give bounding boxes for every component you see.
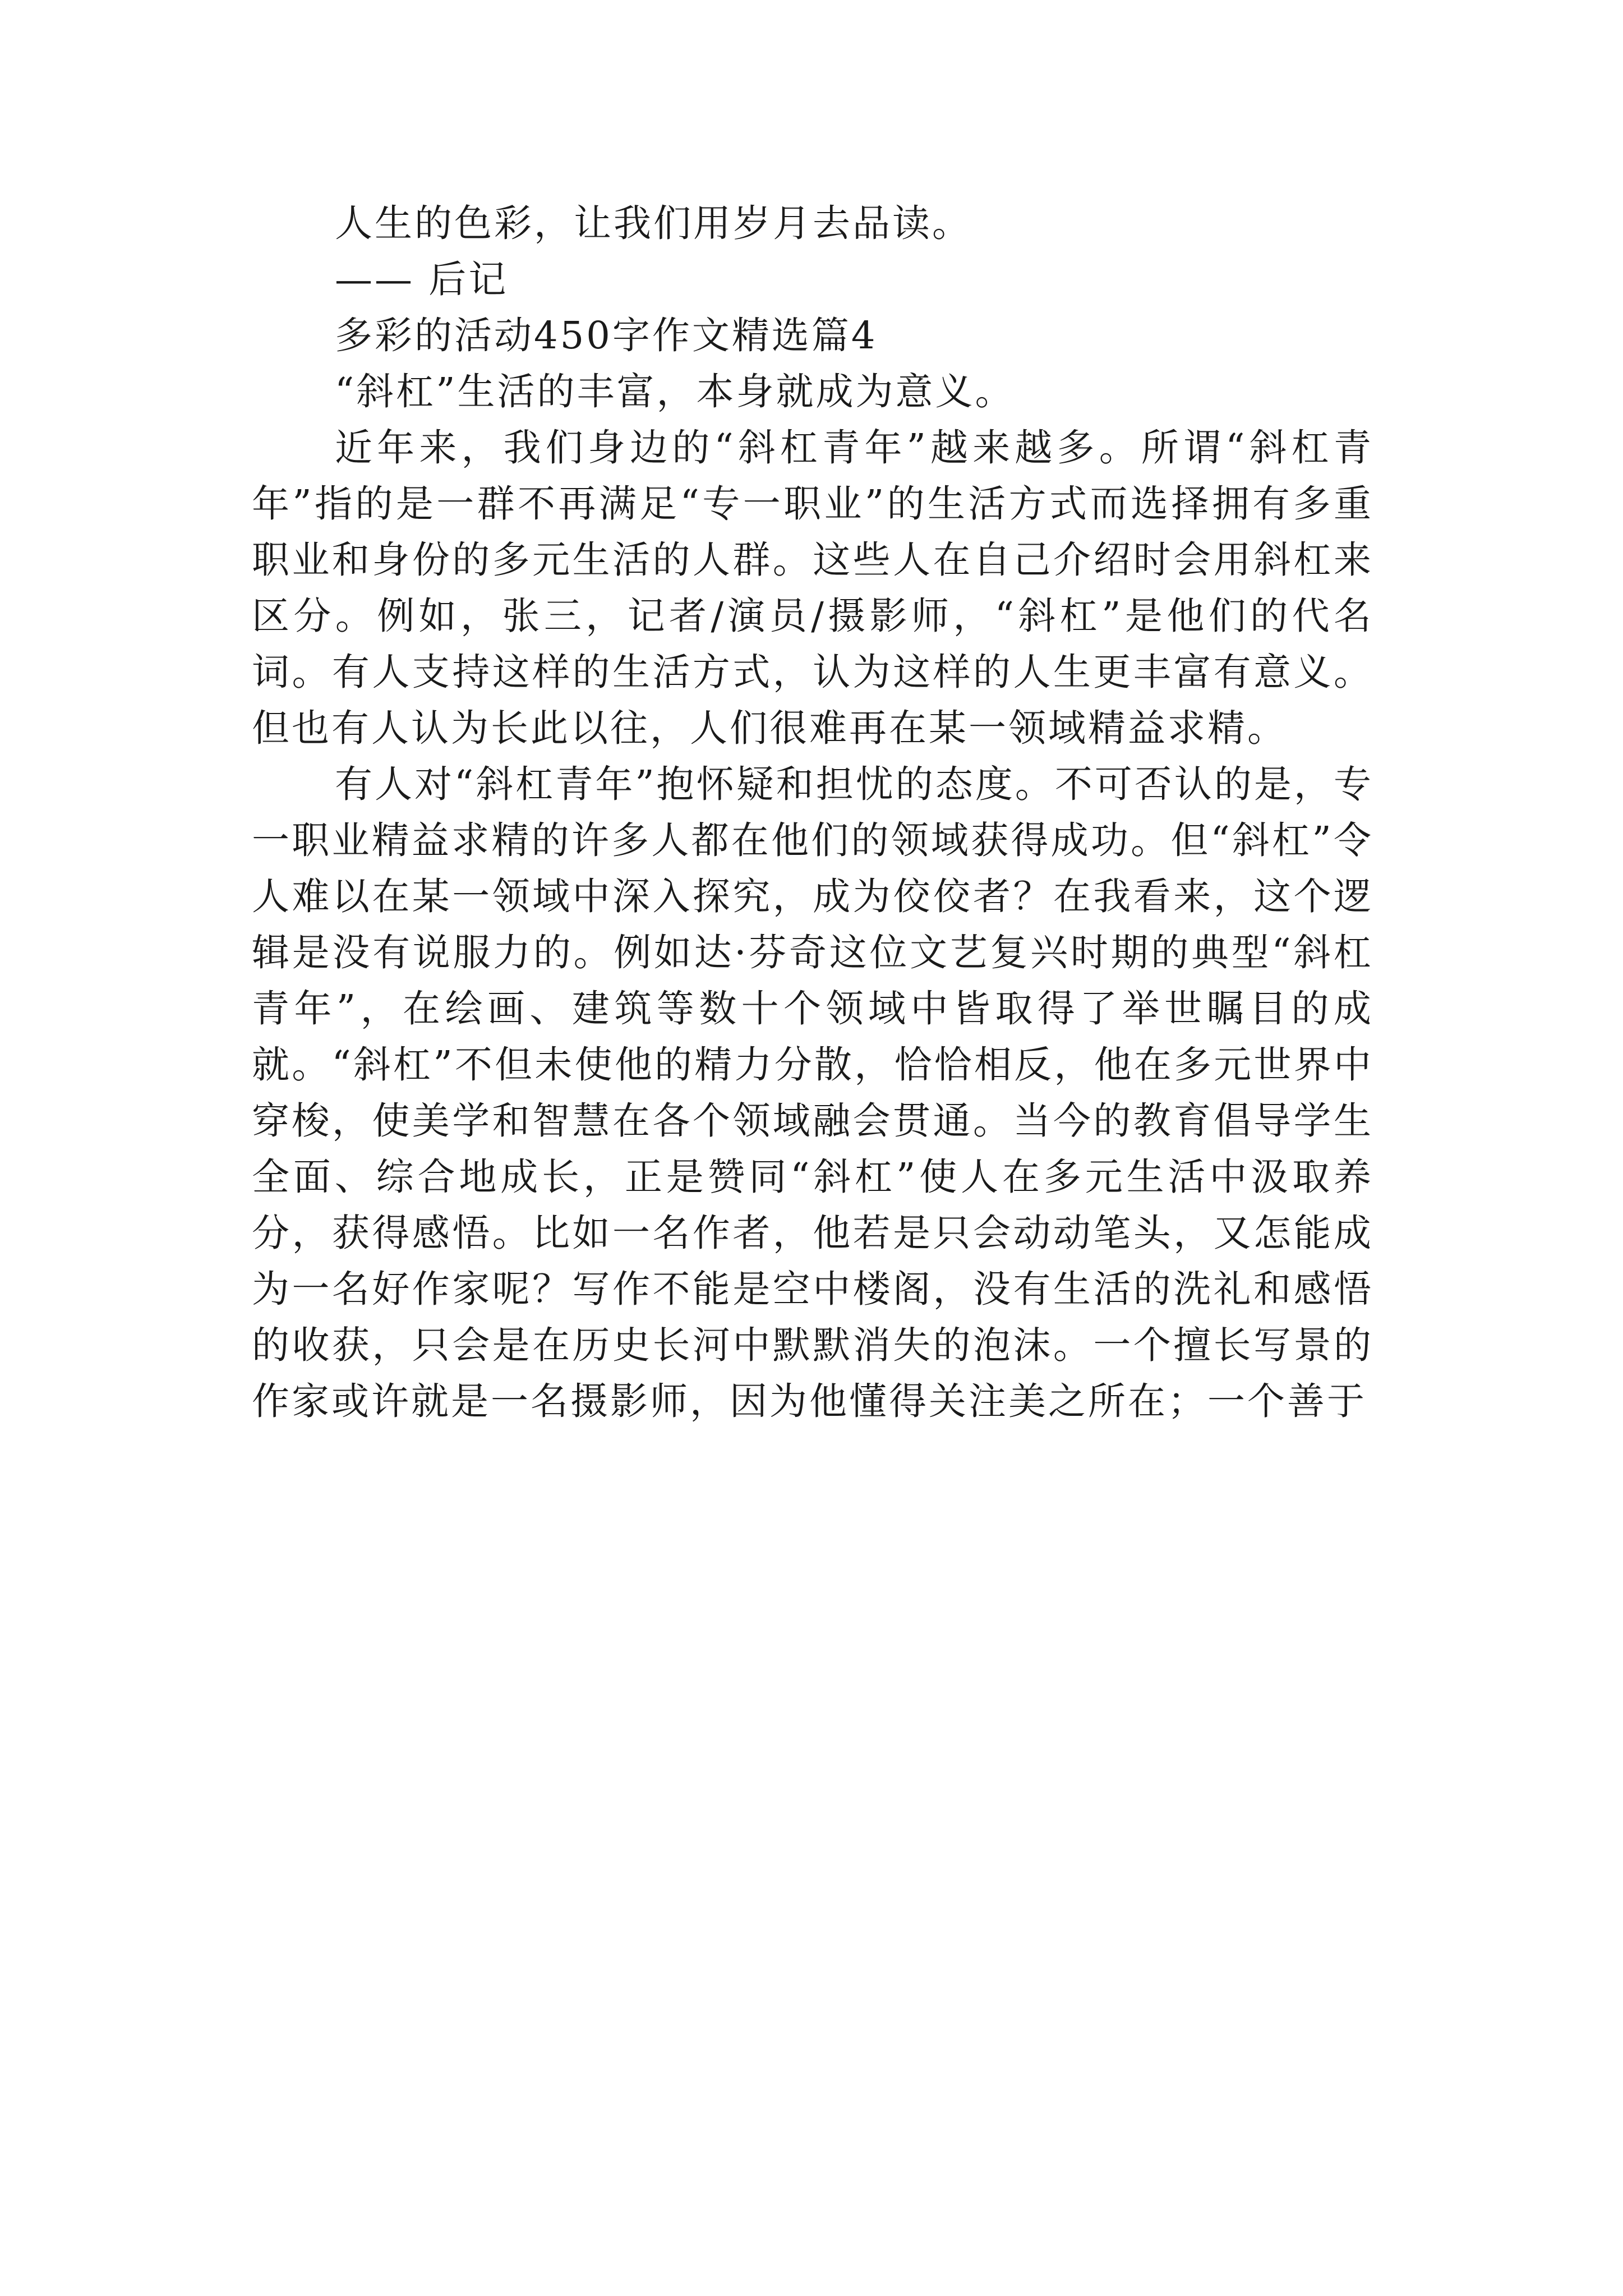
afterword-label: —— 后记 (335, 257, 509, 301)
article-title: 多彩的活动450字作文精选篇4 (335, 314, 878, 357)
body-paragraph: 近年来，我们身边的“斜杠青年”越来越多。所谓“斜杠青年”指的是一群不再满足“专一职业”的生活方式而选择拥有多重职业和身份的多元生活的人群。这些人在自己介绍时会用斜杠来区分。例如，张三，记者/演员/摄影师，“斜杠”是他们的代名词。有人支持这样的生活方式，认为这样的人生更丰富有意义。但也有人认为长此以往，人们很难再在某一领域精益求精。 (252, 426, 1373, 750)
body-paragraph: 有人对“斜杠青年”抱怀疑和担忧的态度。不可否认的是，专一职业精益求精的许多人都在他们的领域获得成功。但“斜杠”令人难以在某一领域中深入探究，成为佼佼者？在我看来，这个逻辑是没有说服力的。例如达·芬奇这位文艺复兴时期的典型“斜杠青年”，在绘画、建筑等数十个领域中皆取得了举世瞩目的成就。“斜杠”不但未使他的精力分散，恰恰相反，他在多元世界中穿梭，使美学和智慧在各个领域融会贯通。当今的教育倡导学生全面、综合地成长，正是赞同“斜杠”使人在多元生活中汲取养分，获得感悟。比如一名作者，他若是只会动动笔头，又怎能成为一名好作家呢？写作不能是空中楼阁，没有生活的洗礼和感悟的收获，只会是在历史长河中默默消失的泡沫。一个擅长写景的作家或许就是一名摄影师，因为他懂得关注美之所在；一个善于 (252, 762, 1374, 1423)
document-body (252, 195, 1373, 1429)
article-lead: “斜杠”生活的丰富，本身就成为意义。 (335, 370, 1015, 413)
text-line: 人生的色彩，让我们用岁月去品读。 (335, 201, 972, 245)
